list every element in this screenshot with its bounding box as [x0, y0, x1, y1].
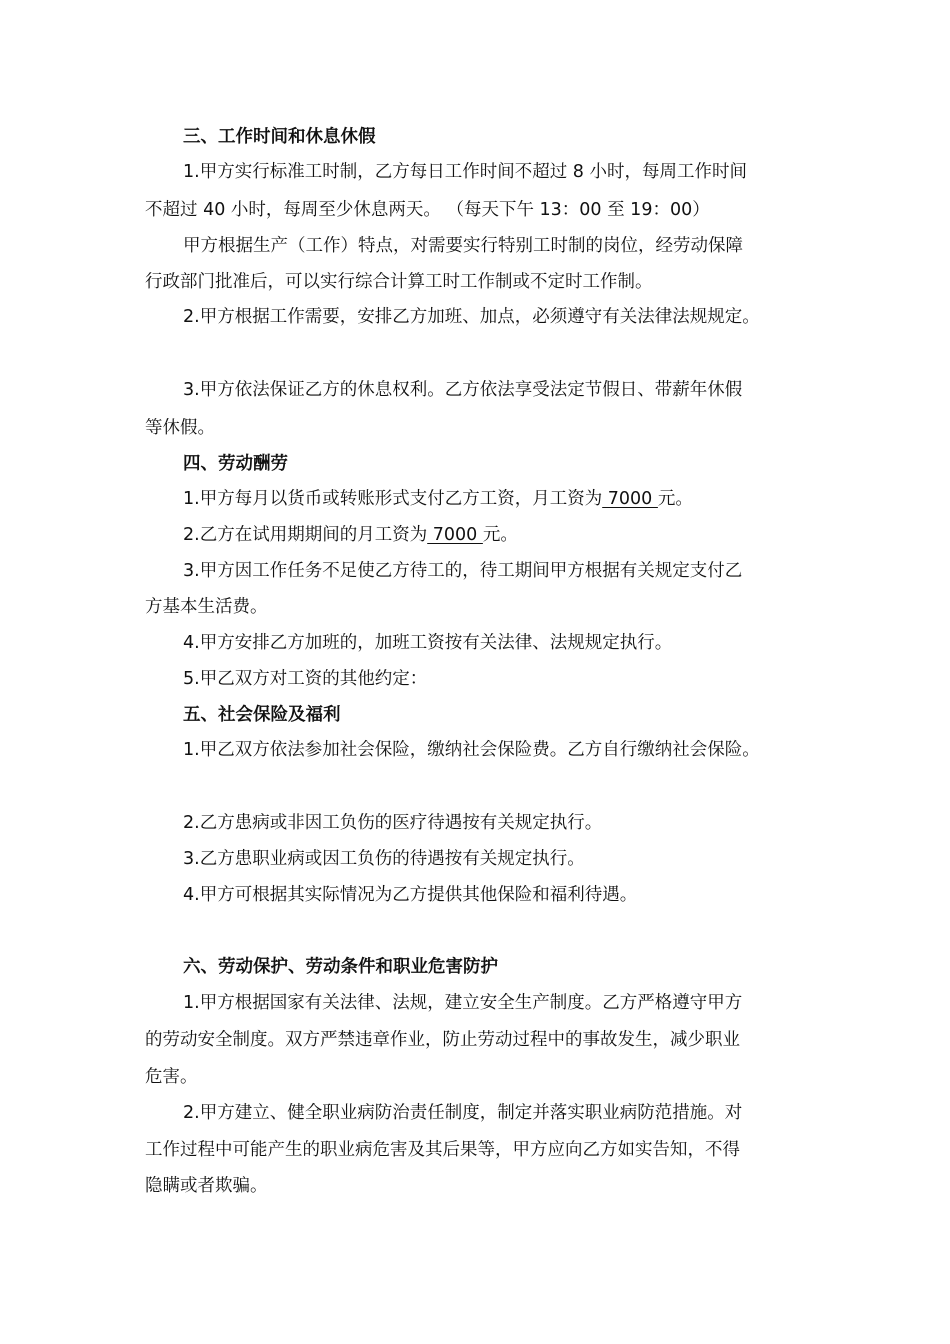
clause-5-4: 4.甲方可根据其实际情况为乙方提供其他保险和福利待遇。 [183, 885, 638, 905]
section-5-heading: 五、社会保险及福利 [183, 705, 341, 725]
clause-3-3-line-1: 3.甲方依法保证乙方的休息权利。乙方依法享受法定节假日、带薪年休假 [183, 380, 743, 400]
clause-6-2-line-2: 工作过程中可能产生的职业病危害及其后果等，甲方应向乙方如实告知，不得 [145, 1140, 740, 1160]
section-6-heading: 六、劳动保护、劳动条件和职业危害防护 [183, 957, 498, 977]
probation-salary-value: 7000 [427, 525, 483, 545]
clause-4-5: 5.甲乙双方对工资的其他约定： [183, 669, 428, 689]
clause-6-1-line-3: 危害。 [145, 1067, 198, 1087]
clause-3-1b-line-1: 甲方根据生产（工作）特点，对需要实行特别工时制的岗位，经劳动保障 [183, 236, 743, 256]
clause-5-1: 1.甲乙双方依法参加社会保险，缴纳社会保险费。乙方自行缴纳社会保险。 [183, 740, 760, 760]
clause-3-2: 2.甲方根据工作需要，安排乙方加班、加点，必须遵守有关法律法规规定。 [183, 307, 760, 327]
clause-4-2-text: 2.乙方在试用期期间的月工资为 [183, 525, 428, 545]
clause-3-1-line-1: 1.甲方实行标准工时制，乙方每日工作时间不超过 8 小时，每周工作时间 [183, 162, 747, 182]
clause-4-4: 4.甲方安排乙方加班的，加班工资按有关法律、法规规定执行。 [183, 633, 673, 653]
monthly-salary-value: 7000 [602, 489, 658, 509]
clause-3-1b-line-2: 行政部门批准后，可以实行综合计算工时工作制或不定时工作制。 [145, 272, 653, 292]
clause-4-3-line-1: 3.甲方因工作任务不足使乙方待工的，待工期间甲方根据有关规定支付乙 [183, 561, 743, 581]
section-3-heading: 三、工作时间和休息休假 [183, 127, 376, 147]
clause-4-2 [183, 523, 518, 547]
clause-6-1-line-2: 的劳动安全制度。双方严禁违章作业，防止劳动过程中的事故发生，减少职业 [145, 1030, 740, 1050]
clause-3-3-line-2: 等休假。 [145, 418, 215, 438]
clause-6-2-line-3: 隐瞒或者欺骗。 [145, 1176, 268, 1196]
clause-4-2-unit: 元。 [482, 525, 518, 545]
clause-6-2-line-1: 2.甲方建立、健全职业病防治责任制度，制定并落实职业病防范措施。对 [183, 1103, 743, 1123]
clause-6-1-line-1: 1.甲方根据国家有关法律、法规，建立安全生产制度。乙方严格遵守甲方 [183, 993, 743, 1013]
clause-4-1 [183, 487, 693, 511]
clause-5-3: 3.乙方患职业病或因工负伤的待遇按有关规定执行。 [183, 849, 585, 869]
clause-4-1-text: 1.甲方每月以货币或转账形式支付乙方工资，月工资为 [183, 489, 603, 509]
section-4-heading: 四、劳动酬劳 [183, 454, 288, 474]
clause-4-1-unit: 元。 [657, 489, 693, 509]
clause-5-2: 2.乙方患病或非因工负伤的医疗待遇按有关规定执行。 [183, 813, 603, 833]
clause-4-3-line-2: 方基本生活费。 [145, 597, 268, 617]
clause-3-1-line-2: 不超过 40 小时，每周至少休息两天。 （每天下午 13：00 至 19：00） [145, 200, 710, 220]
